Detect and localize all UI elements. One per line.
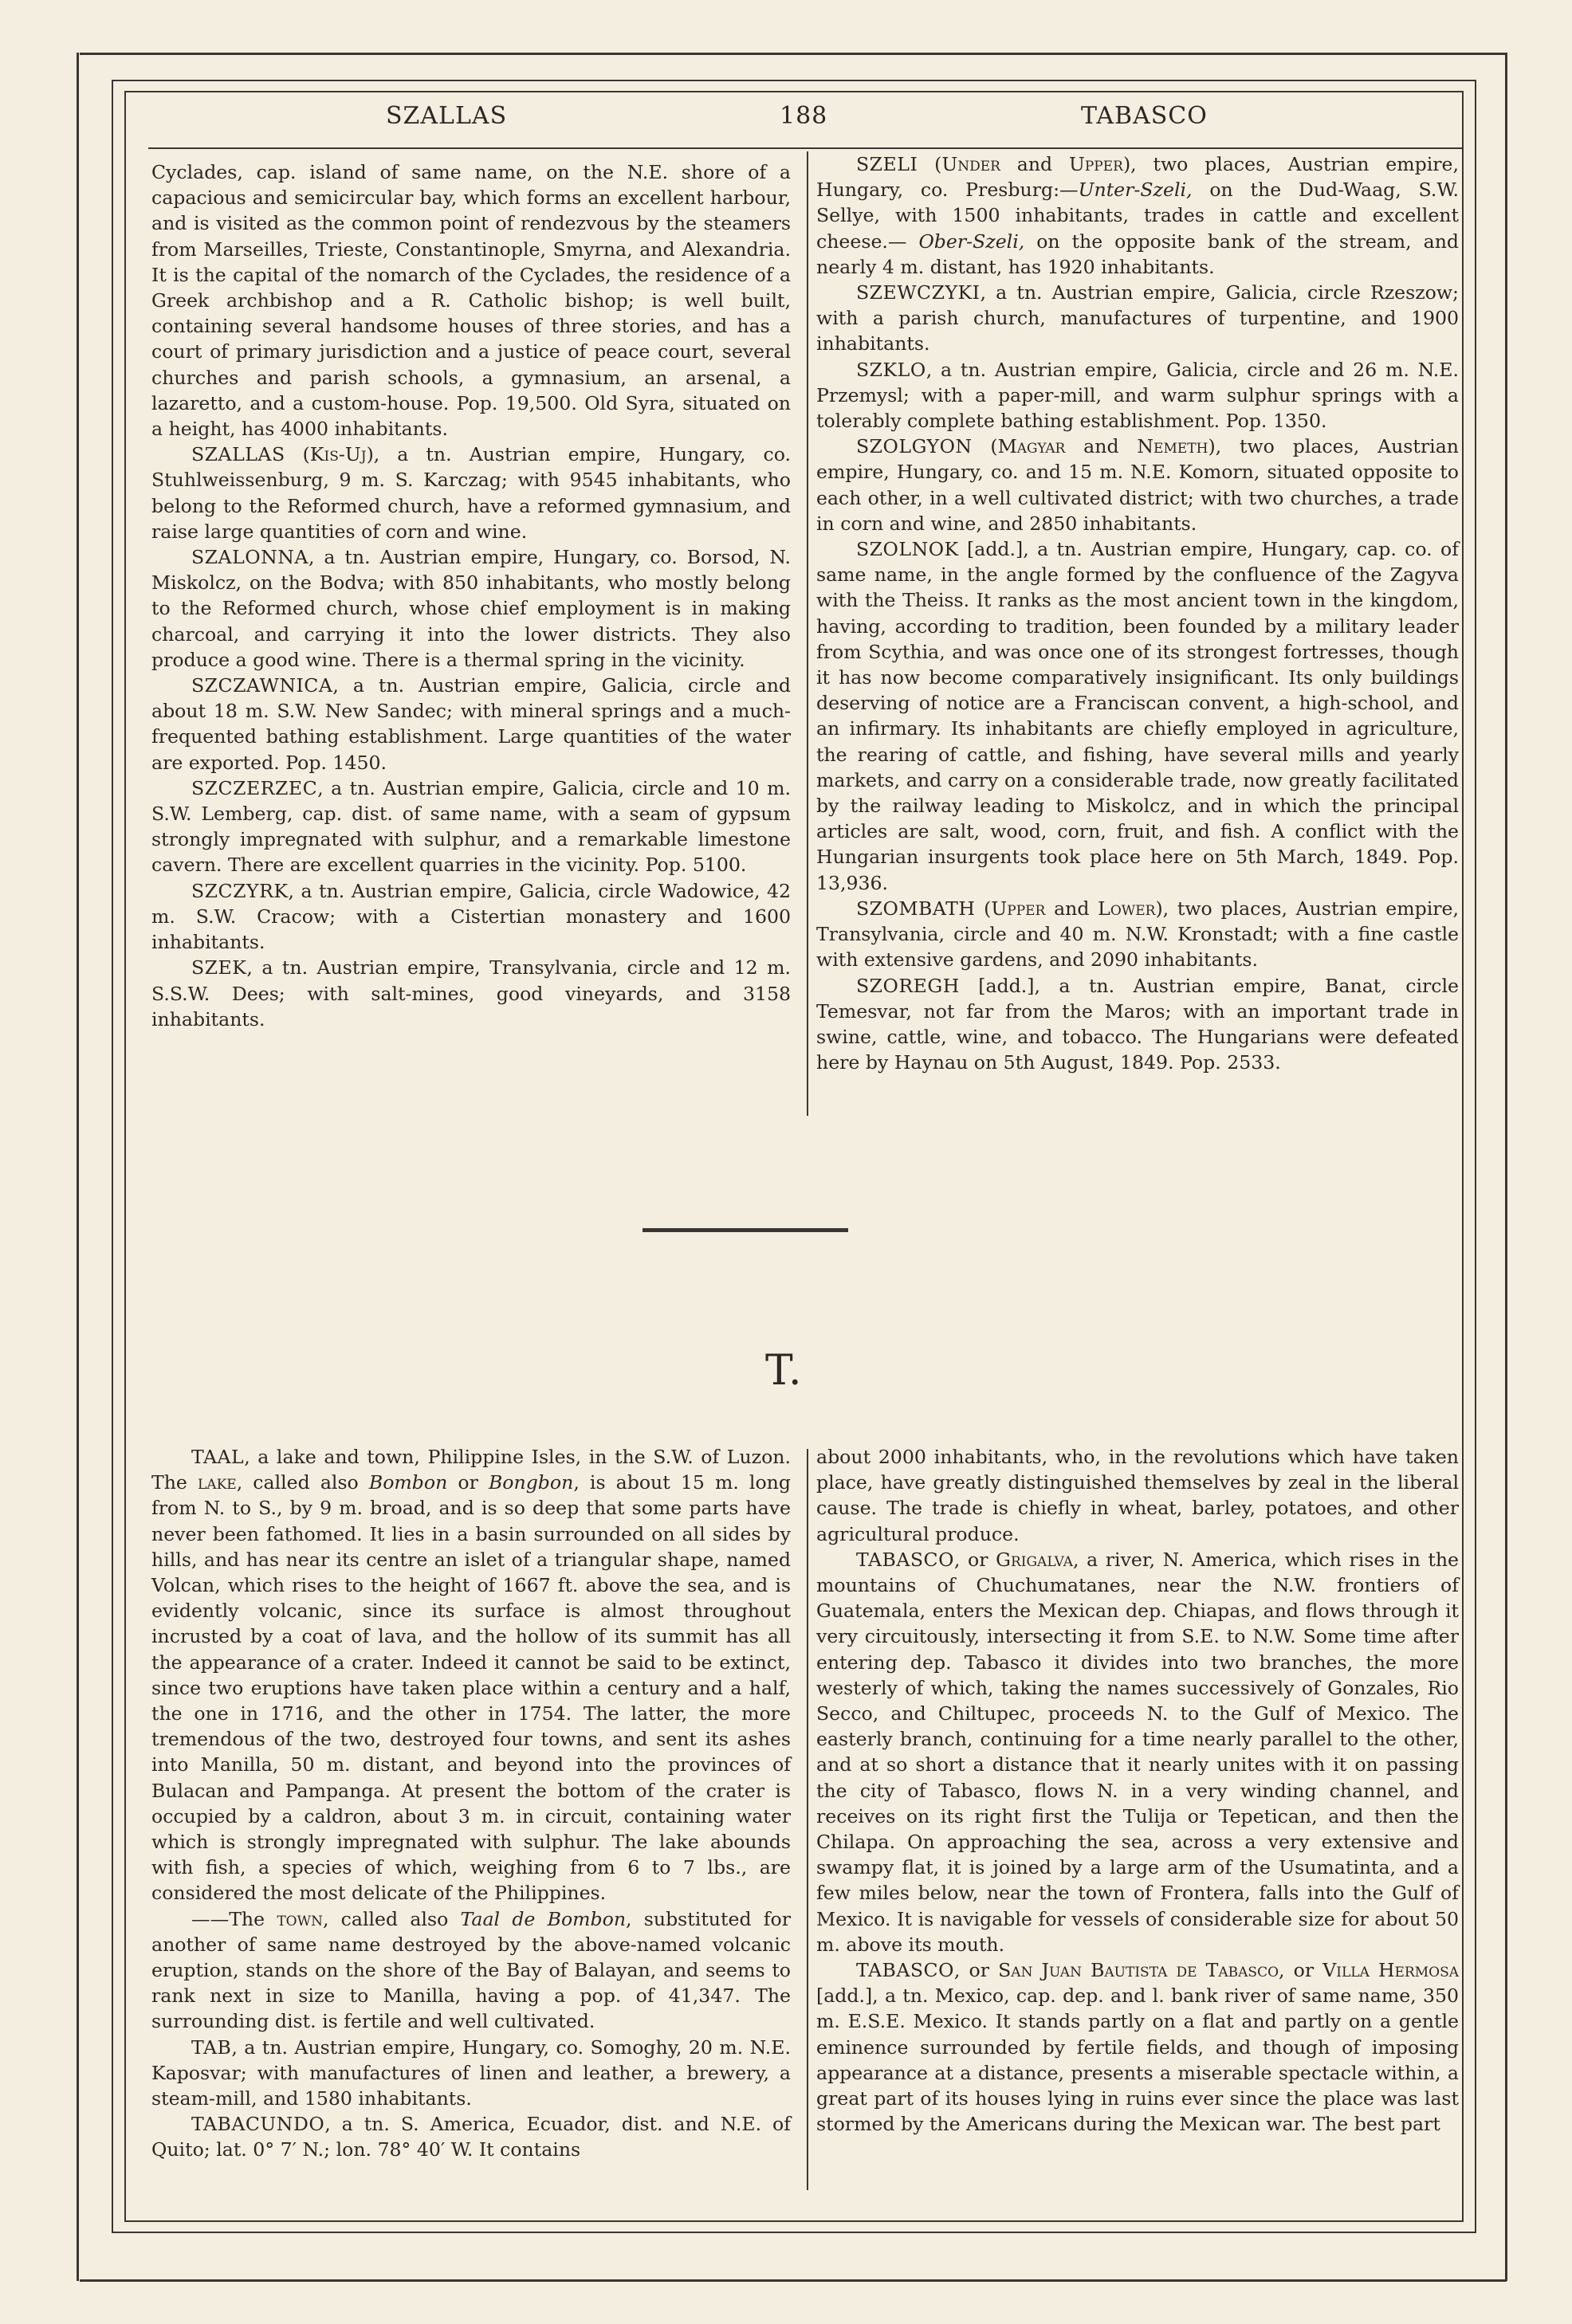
headword: TABASCO — [856, 1959, 954, 1982]
entry-text: , a tn. Austrian empire, Galicia, circle and 26 m. N.E. Przemysl; with a paper-mill, and warm sulphur springs with a tolerably complete bathing establishment. Pop. 1350. — [816, 358, 1459, 433]
entry-text: Under — [941, 153, 1000, 175]
entry-szombath — [816, 896, 1459, 973]
entry-text: Upper — [991, 897, 1046, 920]
entry-tabacundo-continued — [816, 1444, 1459, 1547]
headword: SZELI — [856, 153, 918, 175]
entry-szallas — [151, 442, 791, 544]
entry-szolgyon — [816, 434, 1459, 536]
entry-text: lake — [198, 1471, 237, 1494]
entry-szczawnica — [151, 673, 791, 775]
entry-text: Bongbon — [488, 1471, 574, 1494]
entry-text: Upper — [1068, 153, 1123, 175]
entry-taal — [151, 1444, 791, 1906]
entry-szczyrk — [151, 878, 791, 956]
headword: SZCZAWNICA — [191, 674, 333, 697]
header-rule — [148, 147, 1464, 149]
headword: TAB — [191, 2035, 232, 2059]
entry-tab — [151, 2035, 791, 2112]
frame-rule — [1462, 91, 1464, 2222]
frame-rule — [77, 53, 79, 2281]
entry-text: , called also — [322, 1907, 461, 1930]
frame-rule — [80, 2279, 1507, 2282]
frame-rule — [124, 91, 126, 2222]
headword: SZCZERZEC — [191, 776, 318, 799]
entry-text: , a tn. Austrian empire, Hungary, co. Somoghy, 20 m. N.E. Kaposvar; with manufactures of linen and leather, a brewery, a steam-mill, and 1580 inhabitants. — [151, 2035, 791, 2110]
entry-taal-town — [151, 1906, 791, 2035]
entry-text: Bombon — [368, 1471, 448, 1494]
entry-text: and — [1000, 153, 1069, 175]
entry-text: San Juan Bautista de Tabasco — [998, 1959, 1279, 1982]
entry-szeli — [816, 151, 1459, 280]
entry-text: , a tn. Austrian empire, Galicia, circle Rzeszow; with a parish church, manufactures of turpentine, and 1900 inhabitants. — [816, 281, 1459, 355]
entry-szek — [151, 955, 791, 1032]
entry-text: , or — [953, 1959, 999, 1982]
entry-szolnok — [816, 536, 1459, 896]
headword: SZOLGYON — [856, 435, 973, 458]
entry-text: on the opposite bank of the stream, and nearly 4 m. distant, has 1920 inhabitants. — [816, 230, 1460, 278]
headword: SZOREGH — [856, 974, 960, 997]
headword: TABASCO — [856, 1548, 954, 1571]
entry-text: , a tn. Austrian empire, Galicia, circle Wadowice, 42 m. S.W. Cracow; with a Cistertian monastery and 1600 inhabitants. — [151, 879, 791, 954]
entry-szalonna — [151, 544, 791, 673]
entry-text: ), two places, Austrian empire, Hungary, co. and 15 m. N.E. Komorn, situated opposite to each other, in a well cultivated district; with two churches, a trade in corn and wine, and 2850 inhabitants. — [816, 435, 1459, 535]
entry-text: , a tn. S. America, Ecuador, dist. and N.E. of Quito; lat. 0° 7′ N.; lon. 78° 40′ W. It contains — [151, 2113, 791, 2161]
entry-tabasco-town — [816, 1957, 1459, 2137]
page-number: 188 — [780, 102, 828, 130]
entry-text: , or — [953, 1548, 996, 1571]
entry-text: Nemeth — [1137, 435, 1208, 458]
entry-szklo — [816, 357, 1459, 434]
frame-rule — [1475, 80, 1476, 2233]
entry-syra-continued — [151, 159, 791, 442]
entry-text: , a tn. Austrian empire, Hungary, co. Borsod, N. Miskolcz, on the Bodva; with 850 inhabitants, who mostly belong to the Reformed church, whose chief employment is in making charcoal, and carrying it into the lower districts. They also produce a good wine. There is a thermal spring in the vicinity. — [151, 546, 791, 671]
headword: SZOMBATH — [856, 897, 976, 920]
headword: SZEWCZYKI — [856, 281, 981, 304]
entry-text: Ober-Szeli, — [918, 230, 1025, 253]
column-top-right — [816, 151, 1459, 1075]
headword: SZALLAS — [191, 443, 285, 466]
entry-text: town — [277, 1907, 323, 1930]
entry-text: , called also — [236, 1471, 369, 1494]
headword: SZEK — [191, 956, 247, 979]
headword: SZKLO — [856, 358, 926, 381]
entry-szewczyki — [816, 280, 1459, 357]
column-rule — [807, 1449, 808, 2190]
entry-text: , or — [1279, 1959, 1323, 1982]
section-divider — [643, 1228, 848, 1232]
entry-text: [add.], a tn. Austrian empire, Banat, circle Temesvar, not far from the Maros; with an important trade in swine, cattle, wine, and tobacco. The Hungarians were defeated here by Haynau on 5th August, 1849. Pop. 2533. — [816, 974, 1459, 1074]
entry-text: , a river, N. America, which rises in the mountains of Chuchumatanes, near the N.W. frontiers of Guatemala, enters the Mexican dep. Chiapas, and flows through it very circuitously, intersecting it from S.E. to N.W. Some time after entering dep. Tabasco it divides into two branches, the more westerly of which, taking the names successively of Gonzales, Rio Secco, and Chiltupec, proceeds N. to the Gulf of Mexico. The easterly branch, continuing for a time nearly parallel to the other, and at so short a distance that it nearly unites with it on passing the city of Tabasco, flows N. in a very winding channel, and receives on its right first the Tulija or Tepetican, and then the Chilapa. On approaching the sea, across a very extensive and swampy flat, it is joined by a large arm of the Usumatinta, and a few miles below, near the town of Frontera, falls into the Gulf of Mexico. It is navigable for vessels of considerable size for about 50 m. above its mouth. — [816, 1548, 1459, 1956]
column-rule — [807, 151, 808, 1116]
running-head-left: SZALLAS — [386, 102, 508, 130]
entry-text: Taal de Bombon — [460, 1907, 627, 1930]
column-bottom-left — [151, 1444, 791, 2163]
entry-text: Grigalva — [996, 1548, 1074, 1571]
column-bottom-right — [816, 1444, 1459, 2137]
entry-szczerzec — [151, 775, 791, 878]
frame-rule — [112, 80, 1476, 81]
frame-rule — [124, 2220, 1464, 2222]
headword: SZOLNOK — [856, 538, 959, 561]
entry-tabacundo — [151, 2111, 791, 2162]
headword: SZCZYRK — [191, 879, 289, 902]
headword: SZALONNA — [191, 546, 309, 569]
entry-text: , substituted for another of same name destroyed by the above-named volcanic eruption, stands on the shore of the Bay of Balayan, and seems to rank next in size to Manilla, having a pop. of 41,347. The surrounding dist. is fertile and well cultivated. — [151, 1907, 791, 2033]
entry-text: Magyar — [997, 435, 1066, 458]
entry-text: Villa Hermosa — [1322, 1959, 1460, 1982]
frame-rule — [80, 53, 1507, 55]
entry-text: , a tn. Austrian empire, Transylvania, circle and 12 m. S.S.W. Dees; with salt-mines, good vineyards, and 3158 inhabitants. — [151, 956, 791, 1030]
entry-text: ( — [285, 443, 310, 466]
entry-text: ( — [972, 435, 998, 458]
headword: TABACUNDO — [191, 2113, 325, 2136]
entry-text: and — [1065, 435, 1138, 458]
entry-text: Lower — [1098, 897, 1156, 920]
entry-text: ), two places, Austrian empire, Hungary, co. Presburg:— — [816, 153, 1459, 202]
entry-text: or — [447, 1471, 489, 1494]
entry-text: ), a tn. Austrian empire, Hungary, co. Stuhlweissenburg, 9 m. S. Karczag; with 9545 inhabitants, who belong to the Reformed church, have a reformed gymnasium, and raise large quantities of corn and wine. — [151, 443, 791, 543]
entry-text: , a tn. Austrian empire, Galicia, circle and about 18 m. S.W. New Sandec; with mineral springs and a much-frequented bathing establishment. Large quantities of the water are exported. Pop. 1450. — [151, 674, 791, 774]
entry-text: ( — [975, 897, 992, 920]
entry-text: Kis-Uj — [309, 443, 367, 466]
entry-text: [add.], a tn. Austrian empire, Hungary, cap. co. of same name, in the angle formed by the confluence of the Zagyva with the Theiss. It ranks as the most ancient town in the kingdom, having, according to tradition, been founded by a military leader from Scythia, and was once one of its strongest fortresses, though it has now become comparatively insignificant. Its only buildings deserving of notice are a Franciscan convent, a high-school, and an infirmary. Its inhabitants are chiefly employed in agriculture, the rearing of cattle, and fishing, have several mills and yearly markets, and carry on a considerable trade, now greatly facilitated by the railway leading to Miskolcz, and in which the principal articles are salt, wood, corn, fruit, and fish. A conflict with the Hungarian insurgents took place here on 5th March, 1849. Pop. 13,936. — [816, 538, 1459, 894]
entry-text: ), two places, Austrian empire, Transylvania, circle and 40 m. N.W. Kronstadt; with a fine castle with extensive gardens, and 2090 inhabitants. — [816, 897, 1459, 972]
entry-text: ( — [918, 153, 942, 175]
entry-text: , is about 15 m. long from N. to S., by 9 m. broad, and is so deep that some parts have never been fathomed. It lies in a basin surrounded on all sides by hills, and has near its centre an islet of a triangular shape, named Volcan, which rises to the height of 1667 ft. above the sea, and is evidently volcanic, since its surface is almost throughout incrusted by a coat of lava, and the hollow of its summit has all the appearance of a crater. Indeed it cannot be said to be extinct, since two eruptions have taken place within a century and a half, the one in 1716, and the other in 1754. The latter, the more tremendous of the two, destroyed four towns, and sent its ashes into Manilla, 50 m. distant, and beyond into the provinces of Bulacan and Pampanga. At present the bottom of the crater is occupied by a caldron, about 3 m. in circuit, containing water which is strongly impregnated with sulphur. The lake abounds with fish, a species of which, weighing from 6 to 7 lbs., are considered the most delicate of the Philippines. — [151, 1471, 791, 1905]
column-top-left — [151, 159, 791, 1032]
running-head-right: TABASCO — [1081, 102, 1208, 130]
entry-text: [add.], a tn. Mexico, cap. dep. and l. bank river of same name, 350 m. E.S.E. Mexico. It stands partly on a flat and partly on a gentle eminence surrounded by fertile fields, and though of imposing appearance at a distance, presents a miserable spectacle within, a great part of its houses lying in ruins ever since the place was last stormed by the Americans during the Mexican war. The best part — [816, 1984, 1459, 2136]
entry-szoregh — [816, 973, 1459, 1076]
section-letter: T. — [765, 1347, 804, 1395]
headword: TAAL — [191, 1446, 245, 1468]
entry-text: Cyclades, cap. island of same name, on the N.E. shore of a capacious and semicircular bay, which forms an excellent harbour, and is visited as the common point of rendezvous by the steamers from Marseilles, Trieste, Constantinople, Smyrna, and Alexandria. It is the capital of the nomarch of the Cyclades, the residence of a Greek archbishop and a R. Catholic bishop; is well built, containing several handsome houses of three stories, and has a court of primary jurisdiction and a justice of peace court, several churches and parish schools, a gymnasium, an arsenal, a lazaretto, and a custom-house. Pop. 19,500. Old Syra, situated on a height, has 4000 inhabitants. — [151, 161, 791, 441]
entry-text: , a tn. Austrian empire, Galicia, circle and 10 m. S.W. Lemberg, cap. dist. of same name, with a seam of gypsum strongly impregnated with sulphur, and a remarkable limestone cavern. There are excellent quarries in the vicinity. Pop. 5100. — [151, 776, 791, 877]
entry-text: Unter-Szeli, — [1078, 179, 1193, 202]
entry-text: about 2000 inhabitants, who, in the revolutions which have taken place, have greatly distinguished themselves by zeal in the liberal cause. The trade is chiefly in wheat, barley, potatoes, and other agricultural produce. — [816, 1446, 1459, 1545]
frame-rule — [112, 80, 113, 2233]
entry-text: ——The — [191, 1907, 277, 1930]
entry-text: on the Dud-Waag, S.W. Sellye, with 1500 inhabitants, trades in cattle and excellent cheese.— — [816, 179, 1459, 253]
frame-rule — [1505, 53, 1507, 2281]
entry-text: , a lake and town, Philippine Isles, in the S.W. of Luzon. The — [151, 1446, 791, 1494]
entry-text: and — [1045, 897, 1098, 920]
frame-rule — [124, 91, 1464, 92]
frame-rule — [112, 2232, 1476, 2233]
entry-tabasco-river — [816, 1547, 1459, 1957]
